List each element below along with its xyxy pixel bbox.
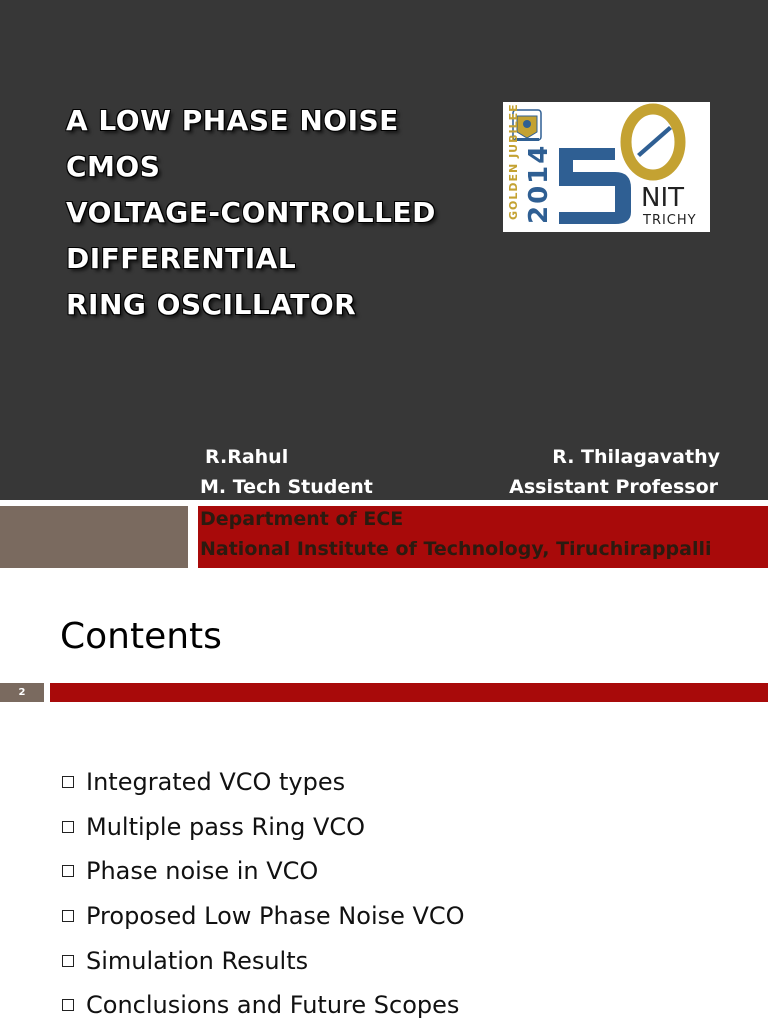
contents-heading: Contents <box>60 616 222 657</box>
title-line-1: A LOW PHASE NOISE <box>66 104 399 137</box>
logo-nit-text: NIT <box>641 183 684 213</box>
logo-trichy-text: TRICHY <box>643 213 697 228</box>
square-bullet-icon <box>62 910 74 922</box>
logo-year-text: 2014 <box>524 143 554 224</box>
author-1-role: M. Tech Student <box>200 476 373 498</box>
square-bullet-icon <box>62 821 74 833</box>
square-bullet-icon <box>62 955 74 967</box>
list-item-text: Conclusions and Future Scopes <box>86 991 460 1020</box>
square-bullet-icon <box>62 776 74 788</box>
list-item <box>62 894 465 939</box>
list-item <box>62 983 465 1024</box>
list-item-text: Multiple pass Ring VCO <box>86 812 366 841</box>
square-bullet-icon <box>62 999 74 1011</box>
title-line-4: DIFFERENTIAL <box>66 242 297 275</box>
list-item-text: Simulation Results <box>86 946 309 975</box>
list-item <box>62 938 465 983</box>
square-bullet-icon <box>62 865 74 877</box>
logo-five-shape <box>559 148 631 224</box>
author-2-name: R. Thilagavathy <box>552 446 720 468</box>
institute-text: National Institute of Technology, Tiruchirappalli <box>200 538 712 560</box>
list-item <box>62 849 465 894</box>
nit-golden-jubilee-logo <box>503 102 710 232</box>
title-line-2: CMOS <box>66 150 161 183</box>
list-item <box>62 805 465 850</box>
list-item <box>62 760 465 805</box>
department-text: Department of ECE <box>200 508 404 530</box>
logo-golden-jubilee-text: GOLDEN JUBILEE <box>507 103 520 220</box>
logo-graphic <box>503 102 710 232</box>
header-red-bar <box>50 683 768 702</box>
slide-title <box>66 98 486 328</box>
author-1-name: R.Rahul <box>205 446 289 468</box>
list-item-text: Phase noise in VCO <box>86 857 319 886</box>
author-2-role: Assistant Professor <box>509 476 718 498</box>
list-item-text: Proposed Low Phase Noise VCO <box>86 902 465 931</box>
title-line-5: RING OSCILLATOR <box>66 288 357 321</box>
contents-list <box>62 760 465 1024</box>
list-item-text: Integrated VCO types <box>86 768 346 797</box>
title-line-3: VOLTAGE-CONTROLLED <box>66 196 436 229</box>
pen-icon <box>637 126 672 157</box>
page-number-badge: 2 <box>0 683 44 702</box>
footer-accent-block <box>0 506 188 568</box>
